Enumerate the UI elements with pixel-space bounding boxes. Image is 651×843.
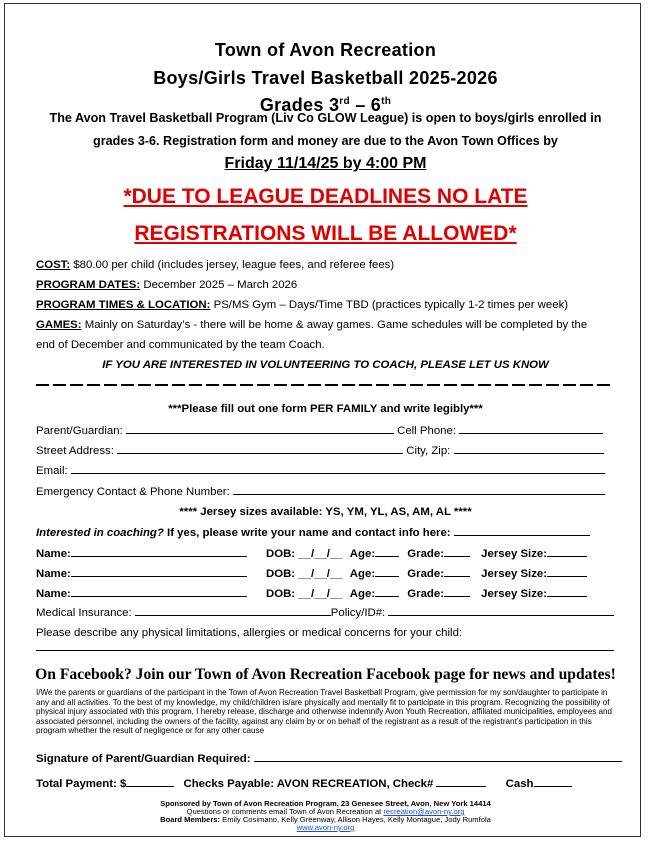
payment-row [36,778,572,790]
child-jersey-label: Jersey Size: [481,548,548,560]
cut-line [36,384,614,386]
volunteer-note: IF YOU ARE INTERESTED IN VOLUNTEERING TO COACH, PLEASE LET US KNOW [102,359,549,371]
form-instruction: ***Please fill out one form PER FAMILY and write legibly*** [168,403,483,415]
checks-payable-label: Checks Payable: AVON RECREATION, Check# [183,778,434,790]
child-name-field[interactable] [71,576,247,577]
child-dob-field[interactable]: __/__/__ [298,548,343,560]
grades-word: Grades 3 [259,95,340,115]
child-grade-field[interactable] [444,596,470,597]
games-row [36,319,587,331]
sponsor-line: Sponsored by Town of Avon Recreation Program, 23 Genesee Street, Avon, New York 14414 [160,799,491,808]
program-title: Boys/Girls Travel Basketball 2025-2026 [153,68,498,88]
grades-sup-th: th [381,96,392,107]
parent-label: Parent/Guardian: [36,425,123,437]
warning-line-1: *DUE TO LEAGUE DEADLINES NO LATE [123,185,528,208]
website-line [0,823,651,832]
cash-label: Cash [505,778,534,790]
facebook-note: On Facebook? Join our Town of Avon Recreation Facebook page for news and updates! [35,666,616,683]
child-jersey-field[interactable] [547,576,587,577]
insurance-label: Medical Insurance: [36,607,132,619]
city-label: City, Zip: [406,445,451,457]
cost-row [36,259,394,271]
coach-field[interactable] [454,535,590,536]
insurance-field[interactable] [135,615,331,616]
grades-sup-rd: rd [339,96,350,107]
policy-field[interactable] [388,615,614,616]
child-grade-field[interactable] [444,576,470,577]
child-name-label: Name: [36,588,71,600]
times-label: PROGRAM TIMES & LOCATION: [36,299,211,311]
grades-dash: – 6 [349,95,382,115]
email-row [36,465,605,477]
deadline: Friday 11/14/25 by 4:00 PM [224,155,427,172]
coach-question: Interested in coaching? [36,527,164,539]
dates-text: December 2025 – March 2026 [140,279,298,291]
times-row [36,299,568,311]
emergency-label: Emergency Contact & Phone Number: [36,486,230,498]
child-name-label: Name: [36,548,71,560]
coach-text: If yes, please write your name and contact info here: [163,527,451,539]
child-dob-label: DOB: [266,588,296,600]
recreation-email-link[interactable]: recreation@avon-ny.org [383,807,465,816]
child-dob-field[interactable]: __/__/__ [298,568,343,580]
signature-label: Signature of Parent/Guardian Required: [36,753,251,765]
emergency-row [36,486,605,498]
street-row [36,445,604,457]
board-names: Emily Cosimano, Kelly Greenway, Allison Hayes, Kelly Montague, Jody Rumfola [220,815,491,824]
child-jersey-field[interactable] [547,596,587,597]
games-text: Mainly on Saturday’s - there will be home & away games. Game schedules will be completed by the [81,319,588,331]
cost-text: $80.00 per child (includes jersey, league fees, and referee fees) [70,259,395,271]
signature-row [36,753,622,765]
games-row-2: end of December and communicated by the team Coach. [36,339,325,351]
website-link[interactable]: www.avon-ny.org [296,823,355,832]
child-age-label: Age: [349,568,376,580]
emergency-field[interactable] [233,494,605,495]
medical-label: Please describe any physical limitations, allergies or medical concerns for your child: [36,627,463,639]
parent-row [36,425,603,437]
child-grade-label: Grade: [407,568,444,580]
cell-label: Cell Phone: [397,425,456,437]
child-name-field[interactable] [71,556,247,557]
child-age-label: Age: [349,588,376,600]
child-jersey-label: Jersey Size: [481,588,548,600]
street-label: Street Address: [36,445,114,457]
games-label: GAMES: [36,319,82,331]
child-dob-field[interactable]: __/__/__ [298,588,343,600]
total-payment-label: Total Payment: $ [36,778,127,790]
email-label: Email: [36,465,68,477]
child-age-field[interactable] [375,596,399,597]
child-age-field[interactable] [375,556,399,557]
medical-field[interactable] [36,650,614,651]
child-dob-label: DOB: [266,548,296,560]
questions-text: Questions or comments email Town of Avon Recreation at [186,807,384,816]
jersey-sizes: **** Jersey sizes available: YS, YM, YL, AS, AM, AL **** [179,506,472,518]
dates-row [36,279,297,291]
check-number-field[interactable] [436,786,486,787]
child-jersey-label: Jersey Size: [481,568,548,580]
intro-line-1: The Avon Travel Basketball Program (Liv Co GLOW League) is open to boys/girls enrolled in [49,111,602,125]
child-age-field[interactable] [375,576,399,577]
child-name-label: Name: [36,568,71,580]
child-grade-label: Grade: [407,588,444,600]
email-field[interactable] [71,473,605,474]
city-field[interactable] [454,453,604,454]
policy-label: Policy/ID#: [330,607,386,619]
child-row-3 [36,588,587,600]
child-row-1 [36,548,587,560]
child-grade-label: Grade: [407,548,444,560]
cost-label: COST: [36,259,71,271]
board-label: Board Members: [160,815,221,824]
child-row-2 [36,568,587,580]
cash-field[interactable] [534,786,572,787]
child-dob-label: DOB: [266,568,296,580]
insurance-row [36,607,614,619]
warning-line-2: REGISTRATIONS WILL BE ALLOWED* [134,222,517,245]
intro-line-2: grades 3-6. Registration form and money are due to the Avon Town Offices by [93,134,558,148]
dates-label: PROGRAM DATES: [36,279,141,291]
child-name-field[interactable] [71,596,247,597]
org-title: Town of Avon Recreation [214,40,437,60]
child-jersey-field[interactable] [547,556,587,557]
coach-row [36,527,590,539]
street-field[interactable] [117,453,403,454]
child-grade-field[interactable] [444,556,470,557]
cell-field[interactable] [459,433,603,434]
total-payment-field[interactable] [126,786,174,787]
times-text: PS/MS Gym – Days/Time TBD (practices typically 1-2 times per week) [210,299,569,311]
child-age-label: Age: [349,548,376,560]
signature-field[interactable] [254,761,622,762]
parent-field[interactable] [126,433,394,434]
release-statement: I/We the parents or guardians of the participant in the Town of Avon Recreation Travel Basketball Program, give permission for my son/daughter to participate in any and all activities. To the best of my knowledge, my child/children is/are physically and mentally fit to participate in this program. Recognizing the possibility of physical injury associated with this program, I hereby release, discharge and otherwise indemnify Avon Youth Recreation, affiliated municipalities, employees and associated personnel, including the owners of the facility, against any claim by or on behalf of the registrant as a result of the registrant’s participation in this program whether the result of negligence or for any other cause [36,688,613,736]
